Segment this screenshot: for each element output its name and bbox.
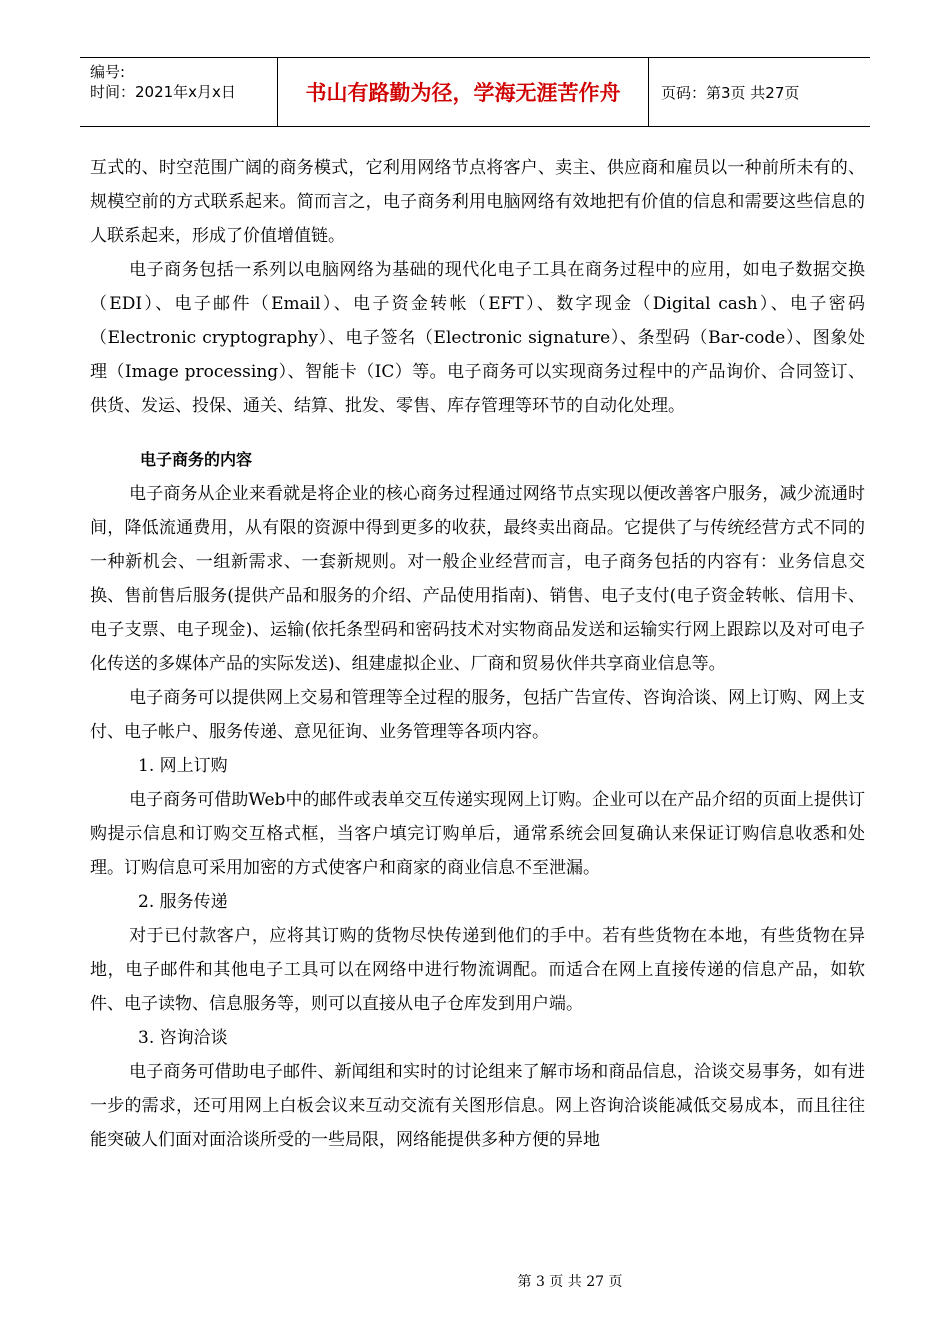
paragraph-5: 电子商务可借助Web中的邮件或表单交互传递实现网上订购。企业可以在产品介绍的页面上提供订购提示信息和订购交互格式框，当客户填完订购单后，通常系统会回复确认来保证订购信息收悉和处理。订购信息可采用加密的方式使客户和商家的商业信息不至泄漏。 [90, 790, 865, 878]
page-footer [0, 1271, 950, 1291]
paragraph-7: 电子商务可借助电子邮件、新闻组和实时的讨论组来了解市场和商品信息，洽谈交易事务，如有进一步的需求，还可用网上白板会议来互动交流有关图形信息。网上咨询洽谈能减低交易成本，而且往往能突破人们面对面洽谈所受的一些局限，网络能提供多种方便的异地 [90, 1062, 865, 1150]
paragraph-2: 电子商务包括一系列以电脑网络为基础的现代化电子工具在商务过程中的应用，如电子数据交换（EDI）、电子邮件（Email）、电子资金转帐（EFT）、数字现金（Digital cash）、电子密码（Electronic cryptography）、电子签名（Electronic signature）、条型码（Bar-code）、图象处理（Image processing）、智能卡（IC）等。电子商务可以实现商务过程中的产品询价、合同签订、供货、发运、投保、通关、结算、批发、零售、库存管理等环节的自动化处理。 [90, 260, 865, 416]
subheading-3: 3. 咨询洽谈 [138, 1028, 228, 1048]
section-heading: 电子商务的内容 [140, 450, 253, 469]
paragraph-6: 对于已付款客户，应将其订购的货物尽快传递到他们的手中。若有些货物在本地，有些货物在异地，电子邮件和其他电子工具可以在网络中进行物流调配。而适合在网上直接传递的信息产品，如软件、电子读物、信息服务等，则可以直接从电子仓库发到用户端。 [90, 926, 865, 1014]
subheading-1: 1. 网上订购 [138, 756, 228, 776]
subheading-2: 2. 服务传递 [138, 892, 228, 912]
paragraph-4: 电子商务可以提供网上交易和管理等全过程的服务，包括广告宣传、咨询洽谈、网上订购、网上支付、电子帐户、服务传递、意见征询、业务管理等各项内容。 [90, 688, 865, 742]
header-meta [80, 58, 277, 126]
time-label: 时间：2021年x月x日 [90, 83, 236, 101]
footer-page-number: 第 3 页 共 27 页 [517, 1274, 623, 1290]
serial-label: 编号: [90, 63, 126, 81]
paragraph-3: 电子商务从企业来看就是将企业的核心商务过程通过网络节点实现以便改善客户服务，减少流通时间，降低流通费用，从有限的资源中得到更多的收获，最终卖出商品。它提供了与传统经营方式不同的一种新机会、一组新需求、一套新规则。对一般企业经营而言，电子商务包括的内容有：业务信息交换、售前售后服务(提供产品和服务的介绍、产品使用指南)、销售、电子支付(电子资金转帐、信用卡、电子支票、电子现金)、运输(依托条型码和密码技术对实物商品发送和运输实行网上跟踪以及对可电子化传送的多媒体产品的实际发送)、组建虚拟企业、厂商和贸易伙伴共享商业信息等。 [90, 484, 865, 674]
document-body [90, 151, 865, 1157]
header-motto: 书山有路勤为径，学海无涯苦作舟 [277, 58, 649, 126]
page-header [80, 57, 870, 127]
header-page-code: 页码：第3页 共27页 [661, 83, 800, 102]
paragraph-1: 互式的、时空范围广阔的商务模式，它利用网络节点将客户、卖主、供应商和雇员以一种前所未有的、规模空前的方式联系起来。简而言之，电子商务利用电脑网络有效地把有价值的信息和需要这些信息的人联系起来，形成了价值增值链。 [90, 158, 865, 246]
